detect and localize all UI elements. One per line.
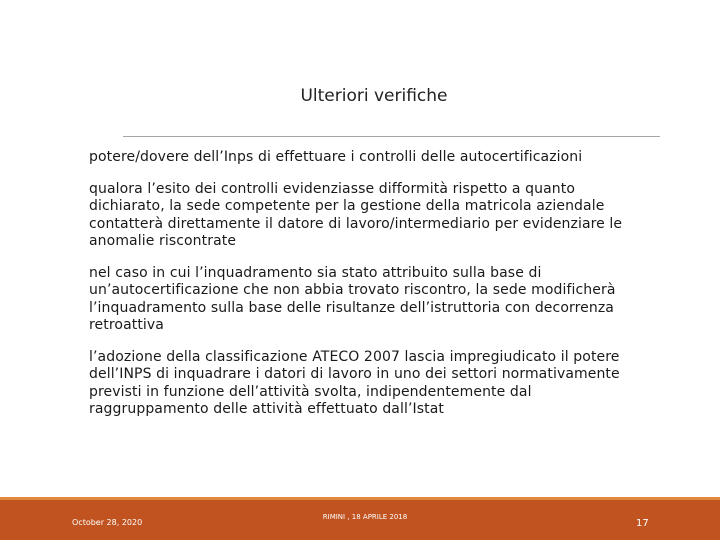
slide-body (89, 149, 649, 433)
footer-date: October 28, 2020 (72, 518, 143, 527)
paragraph-3: nel caso in cui l’inquadramento sia stato attribuito sulla base di un’autocertificazione che non abbia trovato riscontro, la sede modificherà l’inquadramento sulla base delle risultanze dell’istruttoria con decorrenza retroattiva (89, 264, 616, 333)
slide-title: Ulteriori verifiche (300, 86, 448, 106)
footer-accent-line (0, 497, 720, 500)
paragraph-1: potere/dovere dell’Inps di effettuare i controlli delle autocertificazioni (89, 149, 583, 165)
title-divider (123, 136, 660, 137)
paragraph-4: l’adozione della classificazione ATECO 2007 lascia impregiudicato il potere dell’INPS di inquadrare i datori di lavoro in uno dei settori normativamente previsti in funzione dell’attività svolta, indipendentemente dal raggruppamento delle attività effettuato dall’Istat (89, 348, 620, 417)
paragraph-2: qualora l’esito dei controlli evidenziasse difformità rispetto a quanto dichiarato, la sede competente per la gestione della matricola aziendale contatterà direttamente il datore di lavoro/intermediario per evidenziare le anomalie riscontrate (89, 180, 623, 249)
footer-event-text: RIMINI , 18 APRILE 2018 (322, 513, 408, 521)
page-number: 17 (636, 518, 649, 529)
footer-bar (0, 497, 720, 540)
